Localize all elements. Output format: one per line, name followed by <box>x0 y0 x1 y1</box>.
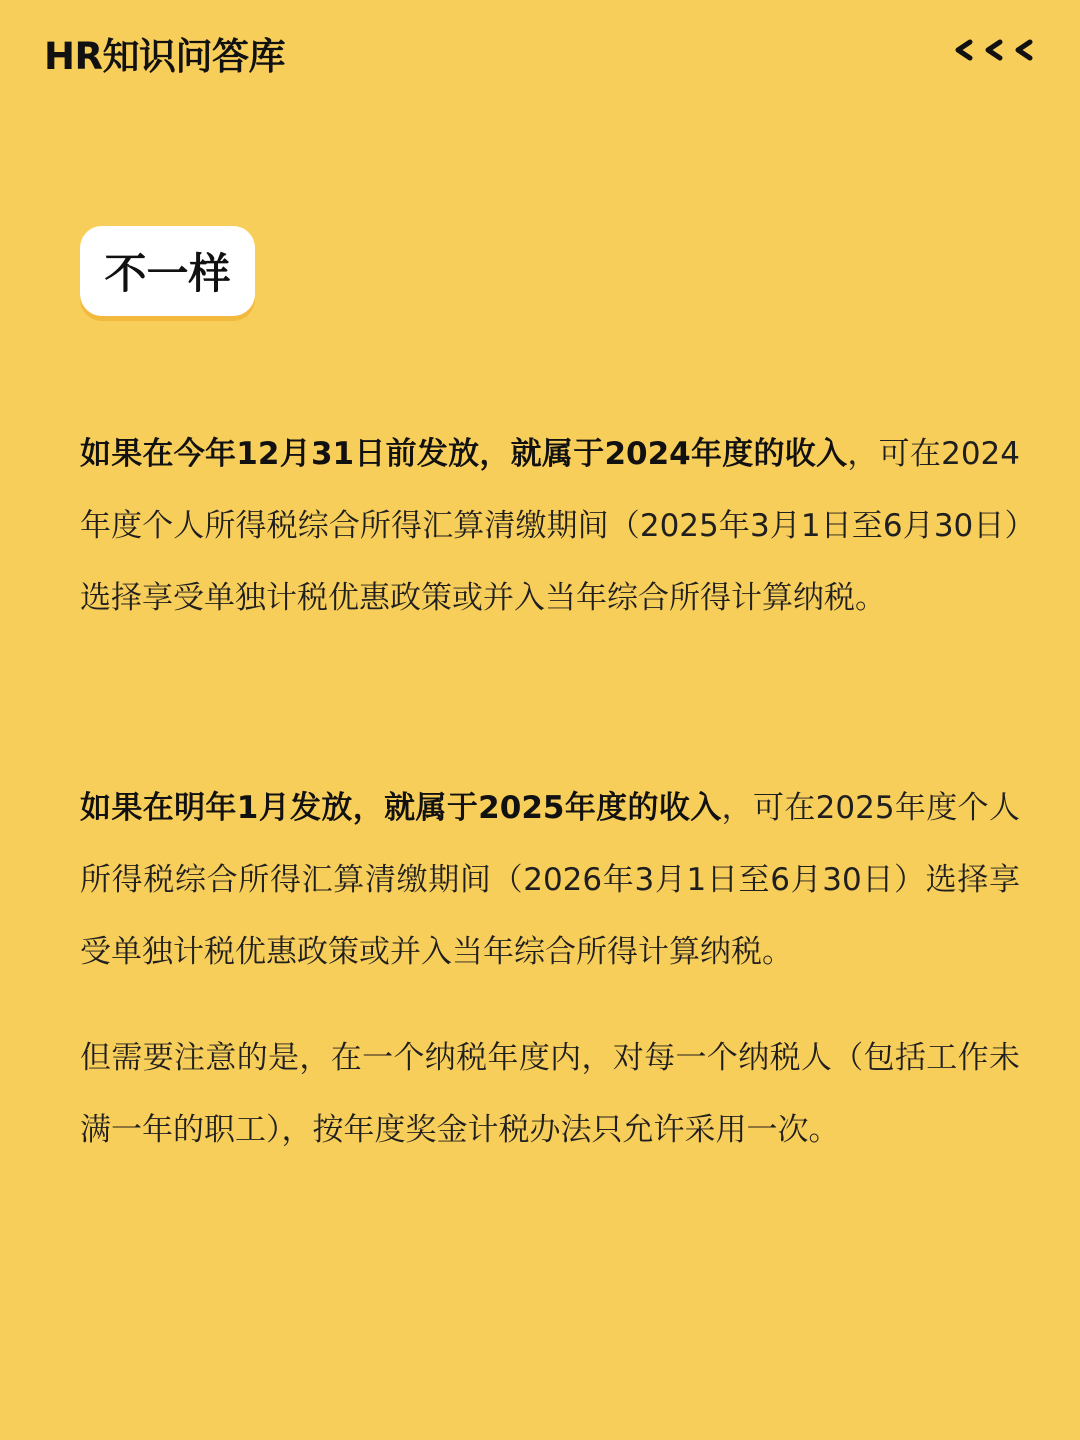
chevron-left-icon <box>1012 30 1036 70</box>
paragraph-2-body: ，可在2025年度个人所得税综合所得汇算清缴期间（2026年3月1日至6月30日）选择享受单独计税优惠政策或并入当年综合所得计算纳税。 <box>80 790 1020 970</box>
page-title: HR知识问答库 <box>44 35 285 78</box>
paragraph-3 <box>80 1022 1020 1166</box>
paragraph-1-body: ，可在2024年度个人所得税综合所得汇算清缴期间（2025年3月1日至6月30日）选择享受单独计税优惠政策或并入当年综合所得计算纳税。 <box>80 436 1020 616</box>
paragraph-2-highlight: 如果在明年1月发放，就属于2025年度的收入 <box>80 790 722 826</box>
section-tag: 不一样 <box>80 226 255 316</box>
paragraph-1 <box>80 418 1020 634</box>
paragraph-2 <box>80 772 1020 988</box>
paragraph-3-body: 但需要注意的是，在一个纳税年度内，对每一个纳税人（包括工作未满一年的职工），按年度奖金计税办法只允许采用一次。 <box>80 1040 1020 1148</box>
back-button[interactable] <box>952 30 1036 70</box>
chevron-left-icon <box>952 30 976 70</box>
chevron-left-icon <box>982 30 1006 70</box>
paragraph-1-highlight: 如果在今年12月31日前发放，就属于2024年度的收入 <box>80 436 848 472</box>
